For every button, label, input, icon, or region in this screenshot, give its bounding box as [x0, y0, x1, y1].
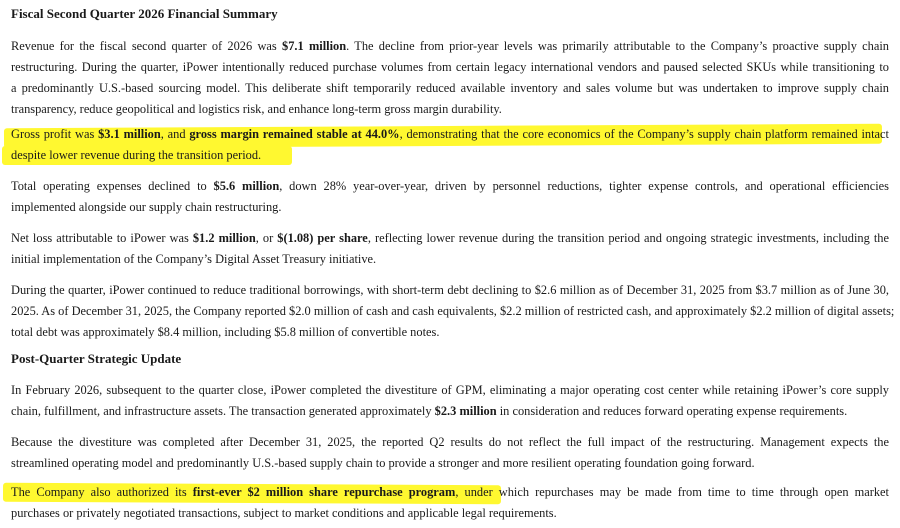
paragraph-share-repurchase: [11, 482, 889, 524]
bold-figure: $7.1 million: [282, 39, 347, 53]
text-run: , down 28% year-over-year, driven by personnel reductions, tighter expense controls, and operational efficiencies: [279, 179, 889, 193]
text-run: In February 2026, subsequent to the quarter close, iPower completed the divestiture of GPM, eliminating a major operating cost center while retaining iPower’s core supply: [11, 383, 889, 397]
text-run: Revenue for the fiscal second quarter of 2026 was: [11, 39, 282, 53]
text-run: streamlined operating model and predominantly U.S.-based supply chain to provide a stronger and more resilient operating foundation going forward.: [11, 456, 755, 470]
text-line: [11, 176, 889, 197]
text-line: [11, 301, 895, 322]
bold-figure: $2.3 million: [434, 404, 497, 418]
text-run: a predominantly U.S.-based sourcing model. This deliberate shift temporarily reduced available inventory and sales volume but was undertaken to improve supply chain: [11, 81, 889, 95]
text-run: Net loss attributable to iPower was: [11, 231, 193, 245]
text-run: implemented alongside our supply chain restructuring.: [11, 200, 282, 214]
text-line: [11, 57, 889, 78]
text-line: [11, 124, 889, 145]
paragraph-operating-expenses: [11, 176, 889, 218]
bold-figure: $(1.08) per share: [277, 231, 368, 245]
section-heading-financial-summary: Fiscal Second Quarter 2026 Financial Summary: [11, 6, 278, 21]
text-run: total debt was approximately $8.4 million, including $5.8 million of convertible notes.: [11, 325, 440, 339]
text-run: During the quarter, iPower continued to reduce traditional borrowings, with short-term debt declining to $2.6 million as of December 31, 2025 from $3.7 million as of June 30,: [11, 283, 889, 297]
text-run: , and: [160, 127, 190, 141]
text-line: [11, 78, 889, 99]
text-line: [11, 280, 889, 301]
paragraph-gross-profit: [11, 124, 889, 166]
text-line: [11, 380, 889, 401]
paragraph-net-loss: [11, 228, 889, 270]
text-run: transparency, reduce geopolitical and logistics risk, and enhance long-term gross margin durability.: [11, 102, 502, 116]
text-line: [11, 145, 889, 166]
text-run: in consideration and reduces forward operating expense requirements.: [496, 404, 848, 418]
text-run: chain, fulfillment, and infrastructure assets. The transaction generated approximately: [11, 404, 435, 418]
paragraph-revenue: [11, 36, 889, 120]
text-line: [11, 503, 889, 524]
text-run: 2025. As of December 31, 2025, the Company reported $2.0 million of cash and cash equivalents, $2.2 million of restricted cash, and approximately $2.2 million of digital assets;: [11, 304, 895, 318]
bold-figure: $5.6 million: [213, 179, 280, 193]
text-line: [11, 482, 889, 503]
text-line: [11, 322, 889, 343]
text-run: Because the divestiture was completed after December 31, 2025, the reported Q2 results do not reflect the full impact of the restructuring. Management expects the: [11, 435, 889, 449]
bold-figure: gross margin remained stable at 44.0%: [189, 127, 400, 141]
paragraph-divestiture: [11, 380, 889, 422]
text-line: [11, 432, 889, 453]
text-run: purchases or privately negotiated transactions, subject to market conditions and applicable legal requirements.: [11, 506, 557, 520]
bold-figure: $1.2 million: [192, 231, 256, 245]
text-line: [11, 249, 889, 270]
text-line: [11, 197, 889, 218]
bold-figure: $3.1 million: [98, 127, 161, 141]
text-run: Total operating expenses declined to: [11, 179, 214, 193]
text-run: . The decline from prior-year levels was primarily attributable to the Company’s proactive supply chain: [346, 39, 889, 53]
paragraph-borrowings: [11, 280, 895, 343]
text-run: despite lower revenue during the transition period.: [11, 148, 262, 162]
text-line: [11, 228, 889, 249]
text-run: , under which repurchases may be made from time to time through open market: [455, 485, 890, 499]
text-run: Gross profit was: [11, 127, 99, 141]
text-line: [11, 401, 889, 422]
bold-figure: first-ever $2 million share repurchase program: [192, 485, 456, 499]
text-run: The Company also authorized its: [11, 485, 193, 499]
text-line: [11, 453, 889, 474]
text-run: initial implementation of the Company’s Digital Asset Treasury initiative.: [11, 252, 377, 266]
text-run: , reflecting lower revenue during the transition period and ongoing strategic investments, including the: [367, 231, 889, 245]
text-run: , or: [255, 231, 278, 245]
paragraph-restructuring-impact: [11, 432, 889, 474]
text-run: , demonstrating that the core economics of the Company’s supply chain platform remained intact: [399, 127, 889, 141]
text-run: restructuring. During the quarter, iPower intentionally reduced purchase volumes from certain legacy international vendors and paused selected SKUs while transitioning to: [11, 60, 889, 74]
section-heading-strategic-update: Post-Quarter Strategic Update: [11, 351, 182, 366]
text-line: [11, 99, 889, 120]
text-line: [11, 36, 889, 57]
